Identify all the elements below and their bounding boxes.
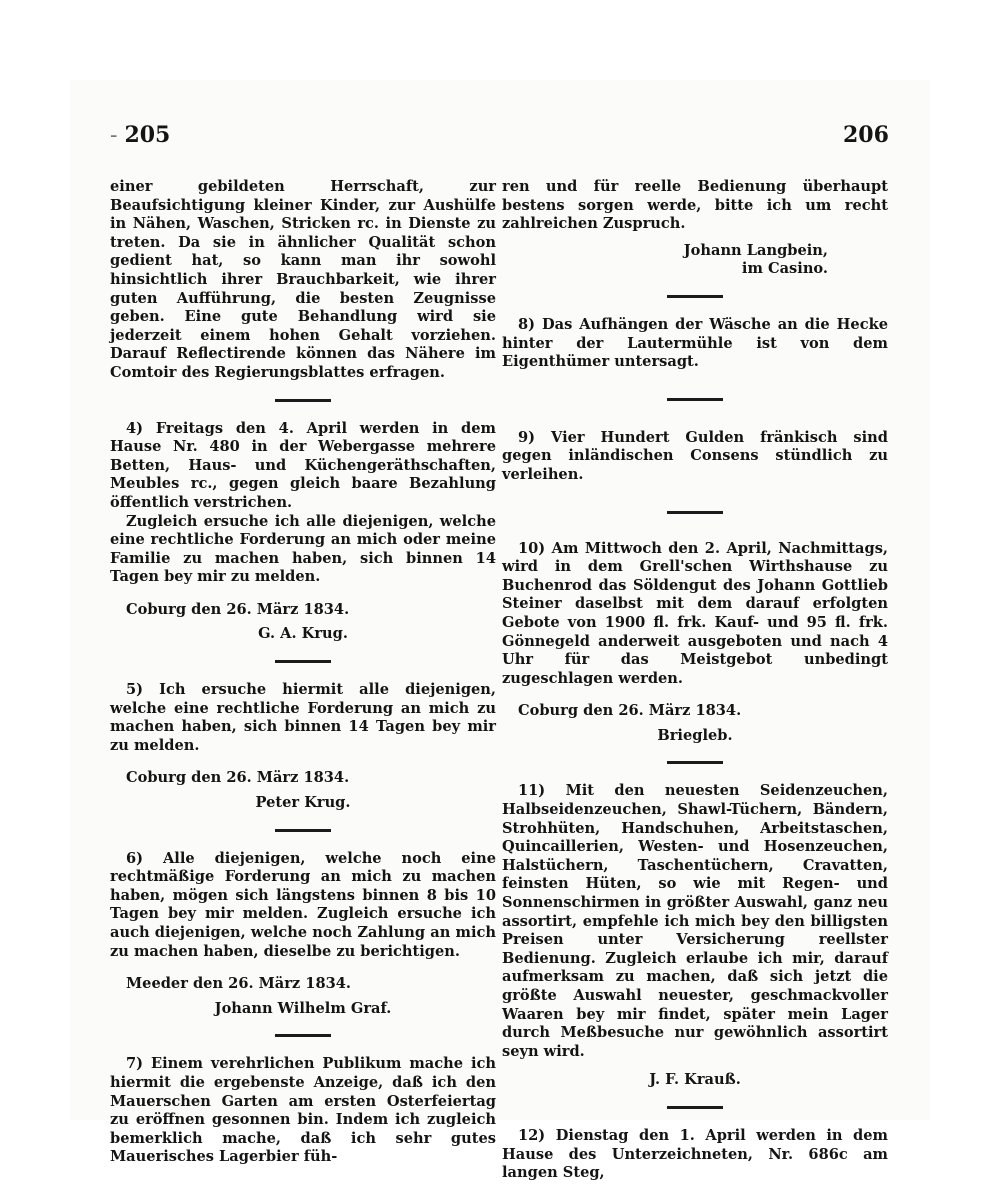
separator-rule xyxy=(667,398,723,401)
notice-4-place-date: Coburg den 26. März 1834. xyxy=(126,600,350,618)
page-number-left: - 205 xyxy=(110,122,170,148)
separator-rule xyxy=(667,511,723,514)
notice-7-continuation: ren und für reelle Bedienung überhaupt bestens sorgen werde, bitte ich um recht zahlreichen Zuspruch. xyxy=(502,178,888,233)
separator-rule xyxy=(275,829,331,832)
page-number-right: 206 xyxy=(843,122,889,148)
separator-rule xyxy=(667,1106,723,1109)
notice-12-text: 12) Dienstag den 1. April werden in dem Hause des Unterzeichneten, Nr. 686c am langen Steg, xyxy=(502,1126,888,1182)
notice-11-text: 11) Mit den neuesten Seidenzeuchen, Halbseidenzeuchen, Shawl-Tüchern, Bändern, Strohhüten, Handschuhen, Arbeitstaschen, Quincaillerien, Westen- und Hosenzeuchen, Halstüchern, Taschentüchern, Cravatten, feinsten Hüten, so wie mit Regen- und Sonnenschirmen in größter Auswahl, ganz neu assortirt, empfehle ich mich bey den billigsten Preisen unter Versicherung reellster Bedienung. Zugleich erlaube ich mir, darauf aufmerksam zu machen, daß sich jetzt die größte Auswahl neuester, geschmackvoller Waaren bey mir findet, später mein Lager durch Meßbesuche nur gewöhnlich assortirt seyn wird. xyxy=(502,782,888,1060)
separator-rule xyxy=(275,660,331,663)
notice-4-text: 4) Freitags den 4. April werden in dem Hause Nr. 480 in der Webergasse mehrere Betten, Haus- und Küchengeräthschaften, Meubles rc., gegen gleich baare Bezahlung öffentlich verstrichen. xyxy=(110,419,496,511)
notice-5-text: 5) Ich ersuche hiermit alle diejenigen, welche eine rechtliche Forderung an mich zu machen haben, sich binnen 14 Tagen bey mir zu melden. xyxy=(110,681,496,754)
notice-10-place-date: Coburg den 26. März 1834. xyxy=(518,702,742,720)
separator-rule xyxy=(275,1034,331,1037)
separator-rule xyxy=(667,295,723,298)
right-column xyxy=(502,178,888,1183)
notice-5-signature: Peter Krug. xyxy=(255,794,351,812)
notice-6-text: 6) Alle diejenigen, welche noch eine rechtmäßige Forderung an mich zu machen haben, mögen sich längstens binnen 8 bis 10 Tagen bey mir melden. Zugleich ersuche ich auch diejenigen, welche noch Zahlung an mich zu machen haben, dieselbe zu berichtigen. xyxy=(110,849,496,960)
notice-7-signature-place: im Casino. xyxy=(741,260,828,278)
notice-8-text: 8) Das Aufhängen der Wäsche an die Hecke hinter der Lautermühle ist von dem Eigenthümer untersagt. xyxy=(502,315,888,371)
notice-7-signature-name: Johann Langbein, xyxy=(683,241,828,259)
notice-5-place-date: Coburg den 26. März 1834. xyxy=(126,769,350,787)
separator-rule xyxy=(667,761,723,764)
notice-4-signature: G. A. Krug. xyxy=(258,625,348,643)
notice-3-continuation: einer gebildeten Herrschaft, zur Beaufsichtigung kleiner Kinder, zur Aushülfe in Nähen, Waschen, Stricken rc. in Dienste zu treten. Da sie in ähnlicher Qualität schon gedient hat, so kann man ihr sowohl hinsichtlich ihrer Brauchbarkeit, wie ihrer guten Aufführung, die besten Zeugnisse geben. Eine gute Behandlung wird sie jederzeit einem hohen Gehalt vorziehen. Darauf Reflectirende können das Nähere im Comtoir des Regierungsblattes erfragen. xyxy=(110,178,496,381)
notice-4-text-2: Zugleich ersuche ich alle diejenigen, welche eine rechtliche Forderung an mich oder meine Familie zu machen haben, sich binnen 14 Tagen bey mir zu melden. xyxy=(110,512,496,586)
left-column xyxy=(110,178,496,1167)
notice-11-signature: J. F. Krauß. xyxy=(649,1071,741,1089)
notice-9-text: 9) Vier Hundert Gulden fränkisch sind gegen inländischen Consens stündlich zu verleihen. xyxy=(502,428,888,483)
notice-6-signature: Johann Wilhelm Graf. xyxy=(214,999,392,1017)
notice-10-signature: Brieglеb. xyxy=(657,726,733,744)
notice-10-text: 10) Am Mittwoch den 2. April, Nachmittags, wird in dem Grell'schen Wirthshause zu Buchenrod das Söldengut des Johann Gottlieb Steiner daselbst mit dem darauf erfolgten Gebote von 1900 fl. frk. Kauf- und 95 fl. frk. Gönnegeld anderweit ausgeboten und nach 4 Uhr für das Meistgebot unbedingt zugeschlagen werden. xyxy=(502,539,888,687)
notice-6-place-date: Meeder den 26. März 1834. xyxy=(126,975,351,993)
notice-7-text: 7) Einem verehrlichen Publikum mache ich hiermit die ergebenste Anzeige, daß ich den Mauerschen Garten am ersten Osterfeiertag zu eröffnen gesonnen bin. Indem ich zugleich bemerklich mache, daß ich sehr gutes Mauerisches Lagerbier füh- xyxy=(110,1055,496,1166)
separator-rule xyxy=(275,399,331,402)
